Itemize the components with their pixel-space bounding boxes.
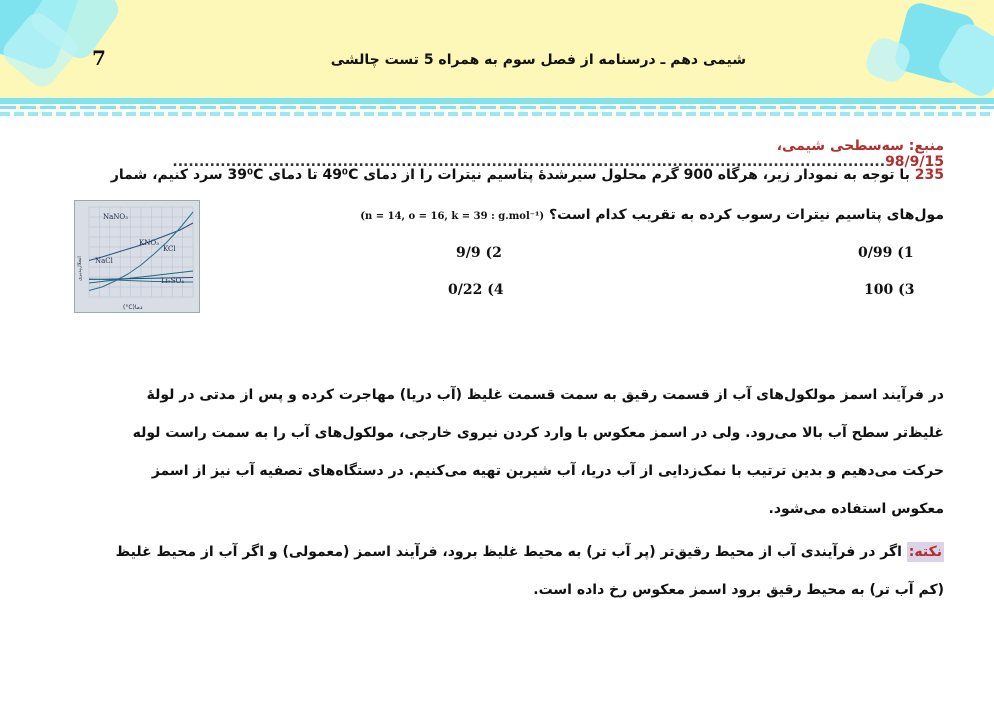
- note-label: نکته:: [908, 544, 942, 560]
- question-line-2: [360, 207, 944, 223]
- note-line-2: (کم آب تر) به محیط رقیق برود اسمز معکوس رخ داده است.: [533, 582, 944, 598]
- note-line-1: [50, 533, 944, 571]
- header-stripe: [0, 112, 994, 116]
- question-line-1: [111, 167, 944, 183]
- series-label-4: Li₂SO₄: [161, 277, 185, 285]
- source-dots: ......................................................................................................................................: [172, 154, 886, 170]
- source-line: [50, 138, 944, 170]
- paragraph-line: غلیظ‌تر سطح آب بالا می‌رود. ولی در اسمز معکوس با وارد کردن نیروی خارجی، مولکول‌های آب را به سمت راست لوله: [132, 425, 944, 441]
- note-block: [50, 533, 944, 609]
- x-axis-label: (°C)دما: [123, 304, 143, 311]
- header-stripe: [0, 106, 994, 109]
- series-label-3: NaCl: [95, 257, 113, 265]
- paragraph-line: حرکت می‌دهیم و بدین ترتیب با نمک‌زدایی از آب دریا، آب شیرین تهیه می‌کنیم. در دستگاه‌های تصفیه آب نیز از اسمز: [151, 463, 944, 479]
- note-text-1: اگر در فرآیندی آب از محیط رقیق‌تر (پر آب تر) به محیط غلیظ برود، فرآیند اسمز (معمولی) و اگر آب از محیط غلیظ: [115, 544, 902, 560]
- molar-masses: (n = 14, o = 16, k = 39 : g.mol⁻¹): [360, 211, 545, 222]
- osmosis-paragraph: [50, 376, 944, 528]
- question-text: با توجه به نمودار زیر، هرگاه 900 گرم محلول سیرشدهٔ پتاسیم نیترات را از دمای 49⁰C تا دمای 39⁰C سرد کنیم، شمار: [110, 167, 910, 183]
- page-title: شیمی دهم ـ درسنامه از فصل سوم به همراه 5 تست چالشی: [330, 52, 746, 68]
- paragraph-line: معکوس استفاده می‌شود.: [768, 501, 944, 517]
- source-label: منبع: سه‌سطحی شیمی، 98/9/15: [776, 138, 944, 170]
- y-axis-label: انحلال‌پذیری: [77, 256, 83, 281]
- question-text-2: مول‌های پتاسیم نیترات رسوب کرده به تقریب کدام است؟: [549, 207, 944, 223]
- solubility-chart: [74, 200, 200, 313]
- header-stripe: [0, 100, 994, 104]
- page-number: 7: [92, 46, 106, 70]
- paragraph-line: در فرآیند اسمز مولکول‌های آب از قسمت رقیق به سمت قسمت غلیظ (آب دریا) مهاجرت کرده و پس از مدتی در لولهٔ: [146, 387, 944, 403]
- option-2[interactable]: 9/9 (2: [456, 245, 502, 261]
- series-label-2: KCl: [163, 245, 176, 253]
- option-3[interactable]: 100 (3: [864, 282, 915, 298]
- page-header: [0, 0, 994, 100]
- question-number: 235: [914, 167, 944, 183]
- option-4[interactable]: 0/22 (4: [448, 282, 504, 298]
- series-label-1: KNO₃: [139, 239, 159, 247]
- chart-svg: [75, 201, 199, 312]
- option-1[interactable]: 0/99 (1: [858, 245, 914, 261]
- series-label-0: NaNO₃: [103, 213, 128, 221]
